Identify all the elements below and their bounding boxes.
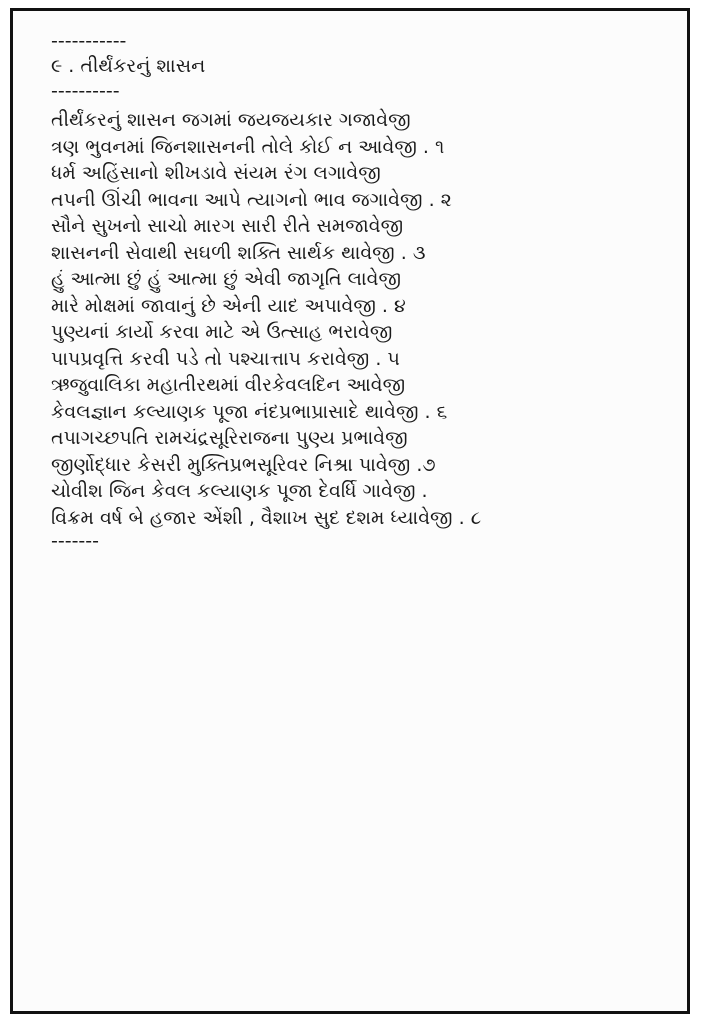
verse-line-3: ધર્મ અહિંસાનો શીખડાવે સંયમ રંગ લગાવેજી	[51, 162, 381, 184]
verse-line-6: શાસનની સેવાથી સઘળી શક્તિ સાર્થક થાવેજી . ૩	[51, 241, 426, 264]
document-content	[51, 31, 671, 551]
verse-line-14: જીર્ણોદ્ધાર કેસરી મુક્તિપ્રભસૂરિવર નિશ્રા પાવેજી .૭	[51, 453, 436, 476]
rule-after-title: ----------	[51, 80, 120, 102]
verse-line-8: મારે મોક્ષમાં જાવાનું છે એની યાદ અપાવેજી . ૪	[51, 294, 406, 317]
verse-line-7: હું આત્મા છું હું આત્મા છું એવી જાગૃતિ લાવેજી	[51, 268, 402, 290]
verse-line-9: પુણ્યનાં કાર્યો કરવા માટે એ ઉત્સાહ ભરાવેજી	[51, 321, 393, 343]
verse-line-13: તપાગચ્છપતિ રામચંદ્રસૂરિરાજના પુણ્ય પ્રભાવેજી	[51, 427, 408, 449]
section-title: ૯ . તીર્થંકરનું શાસન	[51, 55, 206, 77]
verse-line-16: વિક્રમ વર્ષ બે હજાર એંશી , વૈશાખ સુદ દશમ ધ્યાવેજી . ૮	[51, 506, 482, 529]
verse-line-1: તીર્થંકરનું શાસન જગમાં જયજયકાર ગજાવેજી	[51, 109, 411, 131]
verse-line-2: ત્રણ ભુવનમાં જિનશાસનની તોલે કોઈ ન આવેજી . ૧	[51, 135, 445, 158]
verse-line-5: સૌને સુખનો સાચો મારગ સારી રીતે સમજાવેજી	[51, 215, 404, 237]
verse-line-12: કેવલજ્ઞાન કલ્યાણક પૂજા નંદપ્રભાપ્રાસાદે થાવેજી . ૬	[51, 400, 448, 423]
document-page	[10, 8, 690, 1014]
verse-line-4: તપની ઊંચી ભાવના આપે ત્યાગનો ભાવ જગાવેજી . ૨	[51, 188, 452, 211]
rule-bottom: -------	[51, 530, 99, 552]
rule-top: -----------	[51, 30, 127, 52]
verse-line-10: પાપપ્રવૃત્તિ કરવી પડે તો પશ્ચાત્તાપ કરાવેજી . ૫	[51, 347, 400, 370]
verse-line-15: ચોવીશ જિન કેવલ કલ્યાણક પૂજા દેવર્ધિ ગાવેજી .	[51, 480, 428, 502]
verse-line-11: ઋજુવાલિકા મહાતીરથમાં વીરકેવલદિન આવેજી	[51, 374, 406, 396]
